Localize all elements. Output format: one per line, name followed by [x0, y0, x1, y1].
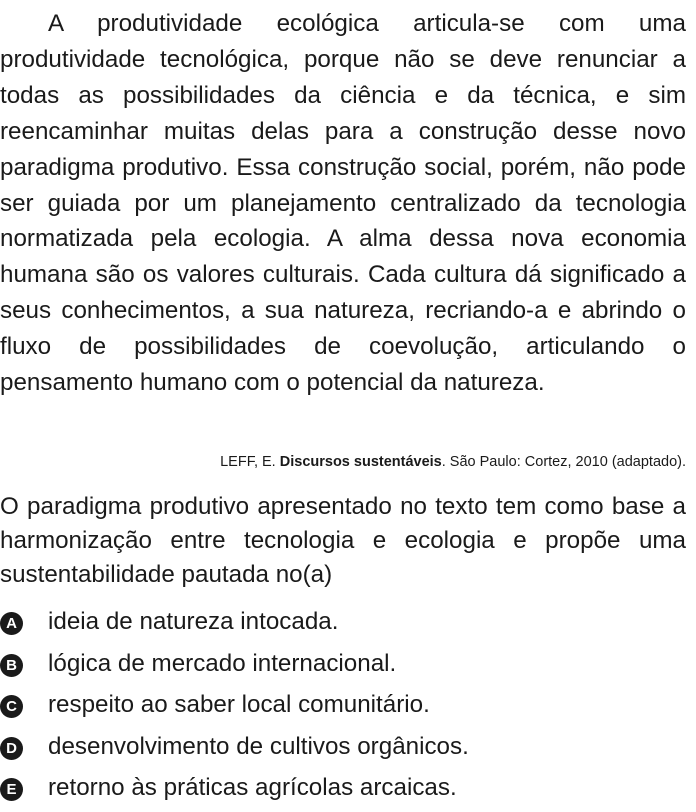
option-a-text: ideia de natureza intocada. [48, 608, 339, 635]
passage-text: A produtividade ecológica articula-se com uma produtividade tecnológica, porque não se deve renunciar a todas as possibilidades da ciência e da técnica, e sim reencaminhar muitas delas para a construção desse novo paradigma produtivo. Essa construção social, porém, não pode ser guiada por um planejamento centralizado da tecnologia normatizada pela ecologia. A alma dessa nova economia humana são os valores culturais. Cada cultura dá significado a seus conhecimentos, a sua natureza, recriando-a e abrindo o fluxo de possibilidades de coevolução, articulando o pensamento humano com o potencial da natureza. [0, 10, 686, 397]
option-a-letter-icon: A [0, 612, 23, 635]
citation-details: . São Paulo: Cortez, 2010 (adaptado). [441, 454, 686, 470]
option-e[interactable] [0, 770, 686, 812]
citation [220, 452, 686, 472]
option-e-text: retorno às práticas agrícolas arcaicas. [48, 774, 457, 802]
answer-options [0, 604, 686, 812]
option-d-text: desenvolvimento de cultivos orgânicos. [48, 732, 469, 760]
citation-title: Discursos sustentáveis [279, 454, 442, 470]
citation-author: LEFF, E. [220, 454, 276, 470]
option-d[interactable] [0, 729, 686, 771]
question-stem: O paradigma produtivo apresentado no texto tem como base a harmonização entre tecnologia e ecologia e propõe uma sustentabilidade pautada no(a) [0, 493, 686, 588]
option-c[interactable] [0, 687, 686, 729]
option-d-letter-icon: D [0, 737, 23, 760]
option-c-letter-icon: C [0, 695, 23, 718]
option-b-letter-icon: B [0, 654, 23, 677]
option-e-letter-icon: E [0, 778, 23, 801]
option-b[interactable] [0, 646, 686, 688]
option-a[interactable] [0, 604, 686, 646]
option-b-text: lógica de mercado internacional. [48, 649, 397, 677]
option-c-text: respeito ao saber local comunitário. [48, 691, 430, 719]
